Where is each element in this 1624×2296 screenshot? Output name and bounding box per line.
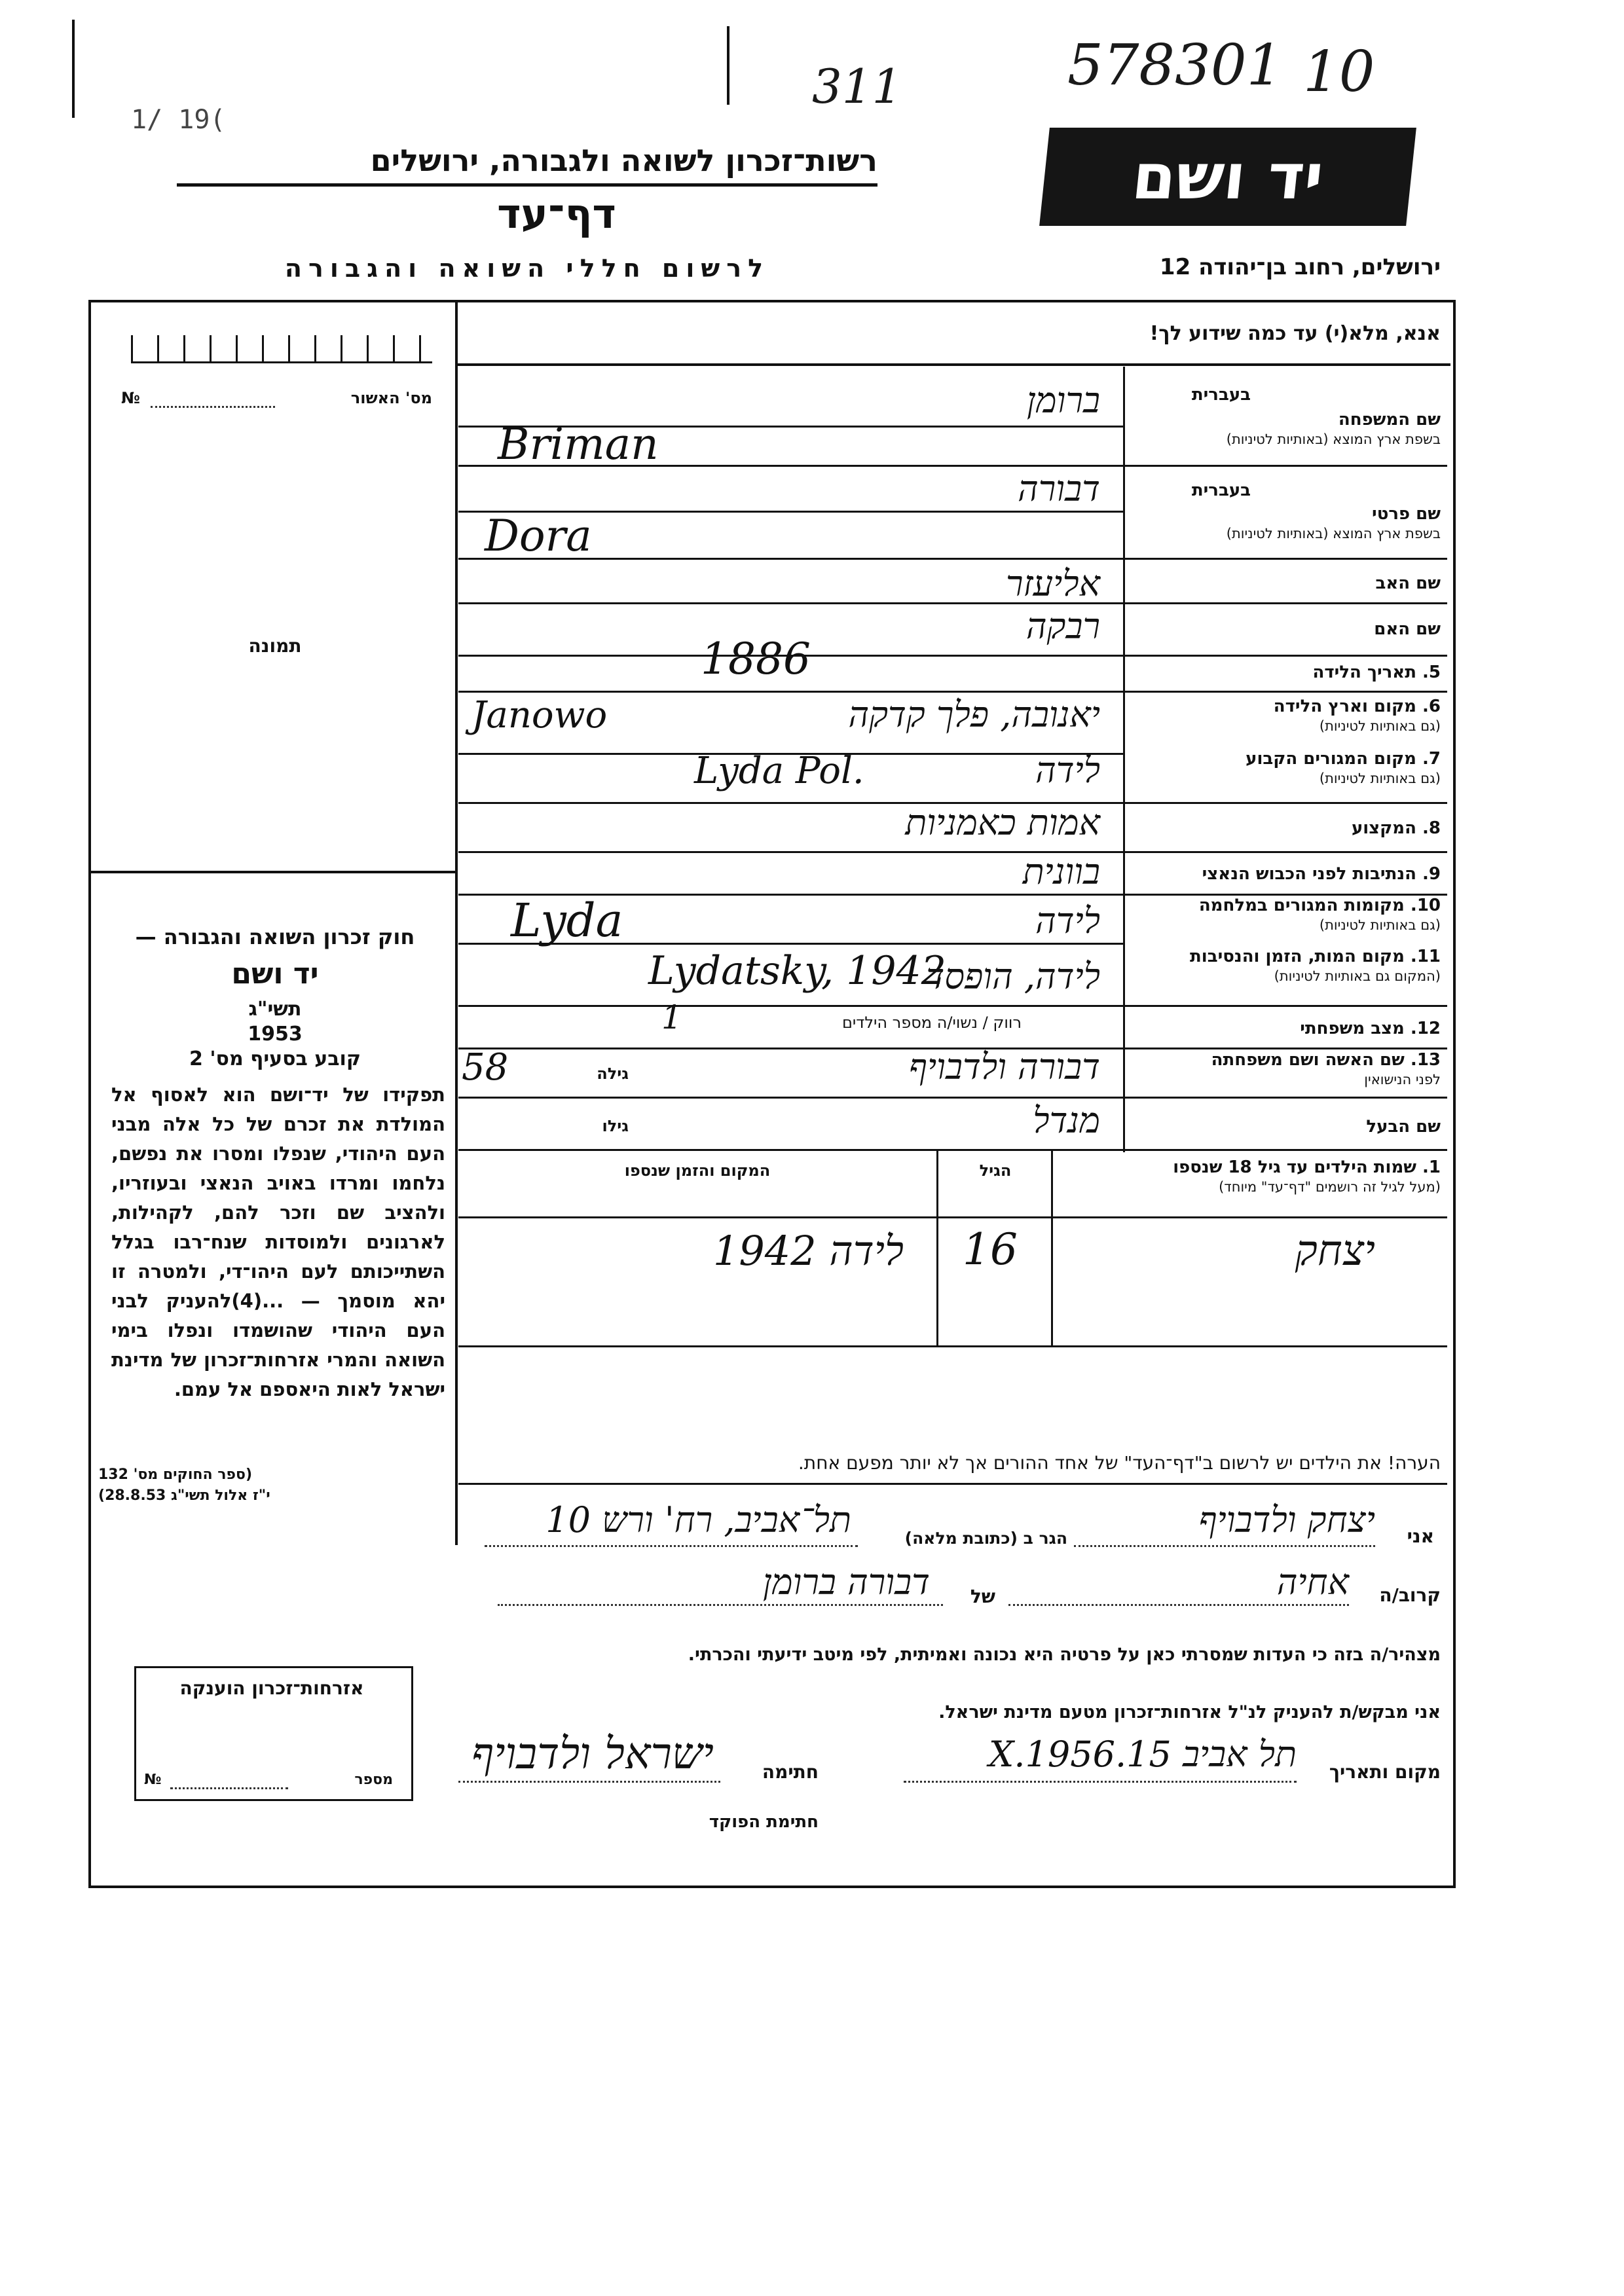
note-line [458,1483,1447,1485]
citizenship-number-label: מספר [354,1772,393,1788]
law-source-date: י"ז אלול תשי"ג 28.8.53) [98,1487,270,1504]
children-age-header: הגיל [979,1161,1012,1180]
label-hebrew-1: בעברית [1191,385,1251,405]
children-title-main: 1. שמות הילדים עד גיל 18 שנספו [1173,1157,1441,1177]
value-firstname-heb: דבורה [1018,468,1100,509]
approval-line [151,406,275,408]
sidebar-divider [455,301,458,1545]
label-firstname-sub: בשפת ארץ המוצא (באותיות לטיניות) [1226,526,1441,541]
value-death-heb: לידה, הופסד [926,956,1100,997]
label-firstname [1133,504,1441,543]
value-child-age: 16 [963,1224,1018,1275]
label-birthdate: 5. תאריך הלידה [1312,663,1441,682]
value-birthdate: 1886 [701,634,811,684]
label-wife-sub: לפני הנישואין [1364,1072,1441,1087]
label-profession: 8. המקצוע [1351,818,1441,838]
label-surname-sub: בשפת ארץ המוצא (באותיות לטיניות) [1226,431,1441,447]
value-firstname-lat: Dora [485,511,592,561]
value-relation: אחיה [1276,1561,1349,1603]
form-subtitle: לרשום חללי השואה והגבורה [284,254,770,283]
record-number: 578301 [1067,33,1283,98]
label-surname [1133,410,1441,449]
label-of: של [970,1586,995,1607]
value-children-count: 1 [661,998,682,1036]
label-wife [1133,1050,1441,1089]
value-profession: אמות כאמניות [905,802,1100,843]
value-child-name: יצחק [1295,1227,1375,1275]
record-suffix: 10 [1303,39,1375,105]
label-birthplace-sub: (גם באותיות לטיניות) [1319,718,1441,734]
approval-boxes [131,335,432,363]
value-of-whom: דבורה ברומן [762,1561,930,1603]
label-death [1133,947,1441,986]
margin-mark [72,20,75,118]
label-firstname-main: שם פרטי [1372,504,1441,524]
photo-label: תמונה [248,635,302,657]
request: אני מבקש/ת להעניק לנ"ל אזרחות־זכרון מטעם מדינת ישראל. [938,1702,1441,1722]
value-surname-heb: ברומן [1026,380,1100,421]
law-year-heb: תשי"ג [248,998,302,1021]
value-witness-name: יצחק ולדבויף [1198,1499,1375,1540]
instructions-line [455,363,1450,366]
label-husband-age: גילו [602,1117,629,1135]
relation-line [1008,1604,1349,1606]
label-death-main: 11. מקום המות, הזמן והנסיבות [1190,947,1441,966]
signature-line [458,1781,720,1783]
label-hebrew-2: בעברית [1191,481,1251,500]
law-title: חוק זכרון השואה והגבורה — [135,924,415,949]
label-residence-sub: (גם באותיות לטיניות) [1319,771,1441,786]
value-residence-heb: לידה [1035,750,1100,791]
authority-name: רשות־זכרון לשואה ולגבורה, ירושלים [370,143,877,178]
marital-options: רווק / נשוי/ה מספר הילדים [841,1013,1022,1032]
label-officer-signature: חתימת הפוקד [709,1812,819,1832]
label-relative: קרוב/ה [1379,1584,1441,1606]
label-wartime [1133,896,1441,935]
law-clause: קובע בסעיף מס' 2 [189,1048,361,1070]
label-wife-age: גילה [597,1065,629,1083]
value-wartime-lat: Lyda [511,894,623,947]
label-marital: 12. מצב משפחתי [1300,1019,1441,1038]
label-mother: שם האם [1374,619,1441,639]
label-wife-main: 13. שם האשה ושם משפחתה [1211,1050,1441,1070]
of-whom-line [498,1604,943,1606]
value-wife-name: דבורה ולדבויף [909,1046,1100,1087]
label-husband: שם הבעל [1366,1117,1441,1137]
label-birthplace [1133,697,1441,736]
value-mother: רבקה [1025,606,1100,647]
law-source: (ספר החוקים מס' 132 [98,1467,253,1483]
approval-label: מס' האשור [350,389,432,407]
authority-underline [177,183,877,187]
citizenship-no: № [144,1772,162,1788]
citizenship-title: אזרחות־זכרון הוענקה [179,1677,364,1699]
value-father: אליעזר [1006,563,1100,604]
label-before-war: 9. הנתיבות לפני הכבוש הנאצי [1202,864,1441,884]
citizenship-number-line [170,1787,288,1789]
value-residence-lat: Lyda Pol. [694,750,864,792]
law-body: תפקידו של יד־ושם הוא לאסוף אל המולדת את זכרם של כל אלה מבני העם היהודי, שנפלו ומסרו את נפשם, נלחמו ומרדו באויב הנאצי ובעוזריו, ולהציב שם וזכר להם, לקהילות, לארגונים ולמוסדות שנח־רבו בגלל השתייכותם לעם היהו־די, ולמטרה זו יהא מוסמך — ...(4)להעניק לבני העם היהודי שהושמדו ונפלו בימי השואה והמרי אזרחות־זכרון של מדינת ישראל לאות היאספם אל עמם. [111,1084,445,1400]
value-child-place: לידה 1942 [712,1227,904,1275]
label-death-sub: (המקום גם באותיות לטיניות) [1274,968,1441,984]
declaration: מצהיר/ה בזה כי העדות שמסרתי כאן על פרטיה היא נכונה ואמיתית, לפי מיטב ידיעתי והכרתי. [688,1645,1441,1665]
file-stamp: 1/ 19( [131,105,226,135]
value-place-date: תל אביב 15.X.1956 [988,1734,1297,1775]
handwritten-code: 311 [812,59,902,114]
address: ירושלים, רחוב בן־יהודה 12 [1159,254,1441,280]
label-father: שם האב [1375,574,1441,593]
label-signature: חתימה [762,1761,819,1783]
approval-no: № [121,389,140,407]
label-surname-main: שם המשפחה [1338,410,1441,429]
value-signature: ישראל ולדבויף [471,1728,714,1779]
label-residence-main: 7. מקום המגורים הקבוע [1246,749,1441,769]
value-witness-address: תל־אביב, רח' ורש 10 [545,1499,851,1540]
value-husband: מנדל [1033,1100,1100,1141]
form-title: דף־עד [497,190,616,238]
label-birthplace-main: 6. מקום וארץ הלידה [1273,697,1441,716]
label-place-date: מקום ותאריך [1329,1761,1441,1783]
witness-name-line [1074,1545,1375,1547]
label-column-divider [1123,367,1125,1152]
law-name: יד ושם [231,957,319,991]
value-surname-lat: Briman [498,419,659,469]
label-ani: אני [1407,1525,1434,1547]
value-wartime-heb: לידה [1035,900,1100,941]
instructions: אנא, מלא(י) עד כמה שידוע לך! [1149,322,1441,345]
label-wartime-main: 10. מקומות המגורים במלחמה [1198,896,1441,915]
note: הערה! את הילדים יש לרשום ב"דף־העד" של אחד ההורים אך לא יותר מפעם אחת. [798,1452,1441,1474]
label-wartime-sub: (גם באותיות לטיניות) [1319,917,1441,933]
children-place-header: המקום והזמן שנספו [624,1161,771,1180]
value-birthplace-lat: Janowo [471,694,608,737]
label-residence [1133,749,1441,788]
value-wife-age: 58 [462,1046,509,1089]
value-death-lat: Lydatsky, 1942 [648,948,946,994]
law-year: 1953 [248,1023,303,1046]
label-residing: הגר ב (כתובת מלאה) [904,1529,1067,1548]
children-title [1054,1157,1441,1197]
value-birthplace-heb: יאנובה, פלך קדקה [848,694,1100,735]
children-title-sub: (מעל לגיל זה רושמים "דף־עד" מיוחד) [1219,1179,1441,1195]
witness-address-line [485,1545,858,1547]
place-date-line [904,1781,1297,1783]
margin-mark-2 [727,26,729,105]
yad-vashem-logo [1039,128,1416,226]
value-before-war: בוונית [1022,851,1100,892]
logo-text: יד ושם [1128,140,1327,213]
photo-box-bottom [88,871,455,873]
